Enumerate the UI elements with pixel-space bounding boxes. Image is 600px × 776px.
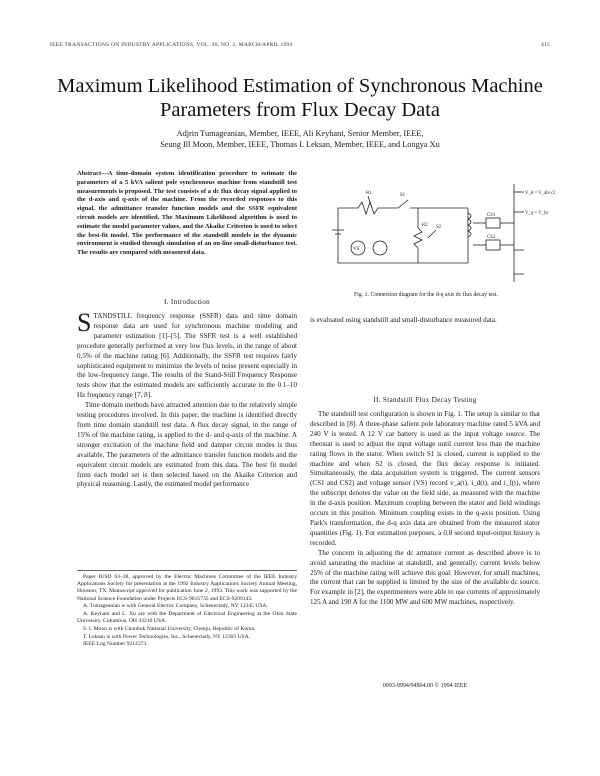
fig-label-vd: V_d = V_ab/√2 bbox=[525, 191, 556, 196]
section2-body bbox=[310, 410, 540, 608]
fig-label-s1: S1 bbox=[400, 193, 406, 198]
section2-paragraph-2: The concern in adjusting the dc armature current as described above is to avoid saturating the machine at standstill, and generally, current levels below 25% of the machine rating will achieve this goal. However, for small machines, the current that can be supplied is limited by the size of the available dc source. For example in [2], the experimenters were able to use currents of approximately 125 A and 190 A for the 1100 MW and 600 MW machines, respectively. bbox=[310, 548, 540, 607]
fig-label-s2: S2 bbox=[436, 225, 442, 230]
sensor-box-cs1 bbox=[486, 218, 500, 228]
fig-label-vq: V_q = V_bc bbox=[525, 211, 549, 216]
drop-cap: S bbox=[77, 308, 92, 337]
sensor-cs bbox=[373, 241, 387, 255]
circuit-diagram bbox=[318, 178, 556, 288]
abstract: Abstract—A time-domain system identification procedure to estimate the parameters of a 5 kVA salient pole synchronous machine from standstill test measurements is proposed. The test consists of a dc flux decay signal applied to the d-axis and q-axis of the machine. From the recorded responses to this signal, the admittance transfer function models and the SSFR equivalent circuit models are identified. The Maximum Likelihood algorithm is used to estimate the model parameter values, and the Akaike Criterion is used to select the best-fit model. The performance of the standstill models in the dynamic environment is studied through simulation of an on-line small-disturbance test. The results are compared with measured data. bbox=[77, 170, 297, 257]
switch-s2 bbox=[428, 230, 436, 238]
figure-caption: Fig. 1. Connection diagram for the d-q axis dc flux decay test. bbox=[354, 292, 498, 298]
switch-s1 bbox=[398, 200, 408, 208]
resistor-r2 bbox=[414, 228, 422, 248]
intro-paragraph-1: STANDSTILL frequency response (SSFR) data and time domain response data are used for synchronous machine modeling and parameter estimation [1]–[5]. The SSFR test is a well established procedure generally performed at very low flux levels, in the range of about 0.5% of the machine rating [6]. Additionally, the SSFR test requires fairly sophisticated equipment to minimize the levels of noise present especially in the low-frequency range. The results of the Stand-Still Frequency Response tests show that the estimated models are sufficiently accurate in the 0.1–10 Hz frequency range [7, 8]. bbox=[77, 308, 297, 400]
stator-winding bbox=[468, 213, 471, 237]
fig-label-r2: R2 bbox=[422, 223, 428, 228]
section-heading-flux-decay: II. Standstill Flux Decay Testing bbox=[373, 396, 477, 404]
author-block bbox=[60, 128, 540, 150]
footnote: A. Tumageanian is with General Electric Company, Schenectady, NY 12345 USA. bbox=[83, 603, 268, 610]
figure-connection-diagram bbox=[318, 178, 556, 288]
fig-label-cs2: CS2 bbox=[487, 235, 496, 240]
footnote: A. Keyhani and L. Xu are with the Department of Electrical Engineering at the Ohio State University, Columbus, OH 43210 USA. bbox=[77, 611, 297, 625]
rheostat-r1 bbox=[338, 202, 398, 214]
fig-label-r1: R1 bbox=[366, 191, 372, 196]
page-number: 415 bbox=[541, 42, 550, 48]
footnotes bbox=[77, 570, 297, 649]
footnote: Paper IUSD 93–38, approved by the Electric Machines Committee of the IEEE Industry Applications Society for presentation at the 1992 Industry Applications Society Annual Meeting, Houston, TX. Manuscript approved for publication June 2, 1993. This work was supported by the National Science Foundation under Projects ECS-9015735 and ECS-9209143. bbox=[77, 574, 297, 602]
author-line-1: Adjrin Tumageanian, Member, IEEE, Ali Keyhani, Senior Member, IEEE, bbox=[176, 129, 424, 138]
fig-label-cs1: CS1 bbox=[487, 213, 496, 218]
section2-paragraph-1: The standstill test configuration is shown in Fig. 1. The setup is similar to that described in [8]. A three-phase salient pole laboratory machine rated 5 kVA and 240 V is tested. A 12 V car battery is used as the input voltage source. The rheostat is used to adjust the input voltage until current less than the machine rating flows in the stator. When switch S1 is closed, current is supplied to the machine and when S2 is closed, the flux decay response is initiated. Simultaneously, the data acquisition system is triggered. The current sensors (CS1 and CS2) and voltage sensor (VS) record v_a(t), i_d(t), and i_f(t), where the subscript denotes the value on the field side, as measured with the machine in the d-axis position. Maximum coupling between the stator and field windings occurs in this position. Minimum coupling exists in the q-axis position. Using Park's transformation, the d-q axis data are obtained from the measured stator quantities (Fig. 1). For estimation purposes, a 0.8 second input-output history is recorded. bbox=[310, 410, 540, 547]
footnote: T. Leksan is with Power Technologies, Inc., Schenectady, NY 12305 USA. bbox=[83, 633, 251, 640]
fig-label-vs: VS bbox=[353, 247, 360, 252]
footnote: S. I. Moon is with Chonbuk National University, Chonju, Republic of Korea. bbox=[83, 625, 256, 632]
copyright-line: 0093-9994/94$04.00 © 1994 IEEE bbox=[382, 683, 468, 689]
paper-title: Maximum Likelihood Estimation of Synchronous Machine Parameters from Flux Decay Data bbox=[57, 75, 543, 121]
sensor-box-cs2 bbox=[486, 240, 500, 250]
introduction-body bbox=[77, 308, 297, 490]
author-line-2: Seung Ill Moon, Member, IEEE, Thomas I. Leksan, Member, IEEE, and Longya Xu bbox=[160, 140, 440, 149]
section-heading-introduction: I. Introduction bbox=[163, 298, 211, 306]
footnote: IEEE Log Number 9214373. bbox=[83, 641, 148, 648]
running-header: IEEE TRANSACTIONS ON INDUSTRY APPLICATIONS, VOL. 30, NO. 2, MARCH/APRIL 1994 bbox=[50, 42, 293, 48]
intro-continuation: is evaluated using standstill and small-disturbance measured data. bbox=[310, 316, 497, 324]
intro-paragraph-2: Time domain methods have attracted attention due to the relatively simple testing procedures involved. In this paper, the machine is identified directly from time domain standstill test data. A flux decay signal, in the range of 15% of the machine rating, is applied to the d- and q-axis of the machine. A stronger excitation of the machine field and damper circuit modes is thus available. The parameters of the admittance transfer function models and the equivalent circuit models are estimated from this data. The best fit model from each model set is then selected based on the Akaike Criterion and physical reasoning. Lastly, the estimated model performance bbox=[77, 401, 297, 489]
